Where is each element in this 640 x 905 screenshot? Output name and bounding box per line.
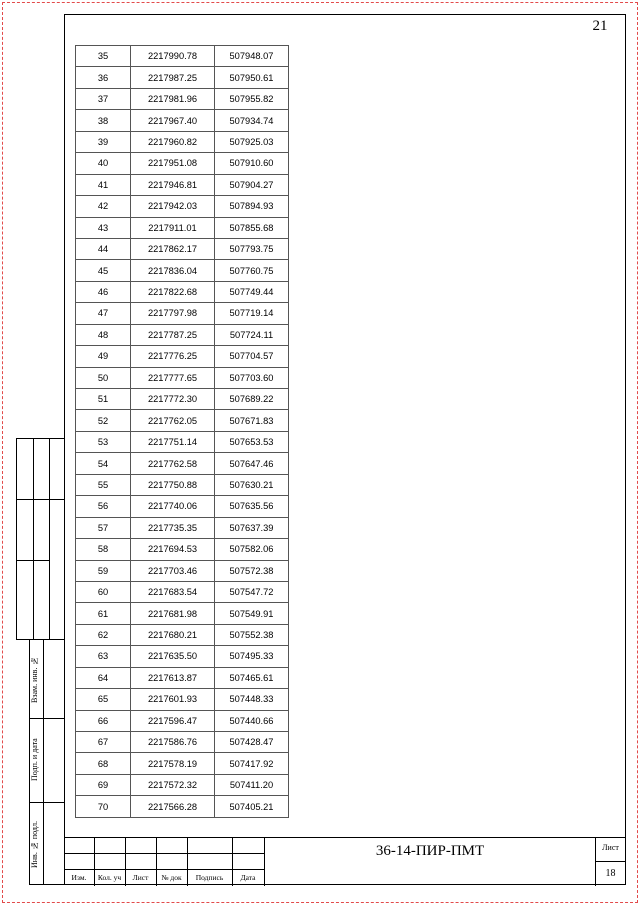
point-number: 46 — [76, 281, 131, 302]
table-row — [76, 196, 289, 217]
point-number: 56 — [76, 496, 131, 517]
point-number: 45 — [76, 260, 131, 281]
point-number: 49 — [76, 346, 131, 367]
coord-x: 2217762.58 — [131, 453, 215, 474]
table-row — [76, 539, 289, 560]
coord-y: 507647.46 — [215, 453, 289, 474]
table-row — [76, 667, 289, 688]
coord-y: 507405.21 — [215, 796, 289, 817]
point-number: 48 — [76, 324, 131, 345]
coord-x: 2217740.06 — [131, 496, 215, 517]
table-row — [76, 67, 289, 88]
point-number: 39 — [76, 131, 131, 152]
table-row — [76, 753, 289, 774]
coord-y: 507955.82 — [215, 88, 289, 109]
point-number: 69 — [76, 774, 131, 795]
point-number: 65 — [76, 689, 131, 710]
coord-y: 507635.56 — [215, 496, 289, 517]
table-row — [76, 646, 289, 667]
coord-x: 2217586.76 — [131, 732, 215, 753]
coord-x: 2217601.93 — [131, 689, 215, 710]
point-number: 53 — [76, 431, 131, 452]
point-number: 59 — [76, 560, 131, 581]
sheet-number: 18 — [605, 868, 616, 879]
coord-y: 507904.27 — [215, 174, 289, 195]
coord-y: 507495.33 — [215, 646, 289, 667]
coord-x: 2217566.28 — [131, 796, 215, 817]
coord-x: 2217572.32 — [131, 774, 215, 795]
coord-x: 2217951.08 — [131, 153, 215, 174]
point-number: 47 — [76, 303, 131, 324]
coord-x: 2217680.21 — [131, 624, 215, 645]
coord-x: 2217762.05 — [131, 410, 215, 431]
table-row — [76, 410, 289, 431]
coord-x: 2217862.17 — [131, 238, 215, 259]
col-list: Лист — [132, 873, 149, 882]
coord-x: 2217735.35 — [131, 517, 215, 538]
table-row — [76, 517, 289, 538]
table-row — [76, 624, 289, 645]
coord-x: 2217787.25 — [131, 324, 215, 345]
coord-x: 2217960.82 — [131, 131, 215, 152]
coord-y: 507549.91 — [215, 603, 289, 624]
point-number: 50 — [76, 367, 131, 388]
point-number: 68 — [76, 753, 131, 774]
coord-y: 507582.06 — [215, 539, 289, 560]
table-row — [76, 131, 289, 152]
coord-y: 507440.66 — [215, 710, 289, 731]
table-row — [76, 774, 289, 795]
point-number: 35 — [76, 46, 131, 67]
coord-x: 2217578.19 — [131, 753, 215, 774]
coord-y: 507703.60 — [215, 367, 289, 388]
point-number: 60 — [76, 581, 131, 602]
coord-y: 507411.20 — [215, 774, 289, 795]
coord-x: 2217703.46 — [131, 560, 215, 581]
table-row — [76, 431, 289, 452]
coord-x: 2217946.81 — [131, 174, 215, 195]
page-number-top: 21 — [592, 18, 608, 34]
coord-y: 507719.14 — [215, 303, 289, 324]
point-number: 57 — [76, 517, 131, 538]
point-number: 38 — [76, 110, 131, 131]
table-row — [76, 732, 289, 753]
point-number: 70 — [76, 796, 131, 817]
coord-x: 2217776.25 — [131, 346, 215, 367]
table-row — [76, 174, 289, 195]
coord-y: 507448.33 — [215, 689, 289, 710]
point-number: 61 — [76, 603, 131, 624]
coord-y: 507465.61 — [215, 667, 289, 688]
label-vzam-inv: Взам. инв. № — [30, 656, 39, 704]
table-row — [76, 281, 289, 302]
coord-y: 507749.44 — [215, 281, 289, 302]
table-row — [76, 260, 289, 281]
point-number: 44 — [76, 238, 131, 259]
document-code: 36-14-ПИР-ПМТ — [375, 843, 485, 859]
coord-x: 2217990.78 — [131, 46, 215, 67]
coord-y: 507704.57 — [215, 346, 289, 367]
coord-x: 2217967.40 — [131, 110, 215, 131]
point-number: 51 — [76, 389, 131, 410]
table-row — [76, 88, 289, 109]
point-number: 55 — [76, 474, 131, 495]
coord-x: 2217797.98 — [131, 303, 215, 324]
table-row — [76, 303, 289, 324]
point-number: 64 — [76, 667, 131, 688]
table-row — [76, 324, 289, 345]
coord-y: 507417.92 — [215, 753, 289, 774]
point-number: 41 — [76, 174, 131, 195]
point-number: 63 — [76, 646, 131, 667]
table-row — [76, 603, 289, 624]
coord-y: 507910.60 — [215, 153, 289, 174]
coord-x: 2217822.68 — [131, 281, 215, 302]
coord-x: 2217942.03 — [131, 196, 215, 217]
point-number: 67 — [76, 732, 131, 753]
point-number: 36 — [76, 67, 131, 88]
label-inv-podl: Инв. № подл. — [30, 821, 39, 869]
coord-x: 2217777.65 — [131, 367, 215, 388]
coord-y: 507793.75 — [215, 238, 289, 259]
coord-y: 507653.53 — [215, 431, 289, 452]
coord-y: 507630.21 — [215, 474, 289, 495]
table-row — [76, 217, 289, 238]
coord-x: 2217681.98 — [131, 603, 215, 624]
table-row — [76, 496, 289, 517]
coord-x: 2217694.53 — [131, 539, 215, 560]
coord-y: 507572.38 — [215, 560, 289, 581]
coord-x: 2217751.14 — [131, 431, 215, 452]
point-number: 66 — [76, 710, 131, 731]
sheet-label: Лист — [602, 843, 619, 852]
table-row — [76, 796, 289, 817]
point-number: 43 — [76, 217, 131, 238]
table-row — [76, 453, 289, 474]
col-kol-uch: Кол. уч — [97, 873, 122, 882]
point-number: 54 — [76, 453, 131, 474]
coord-y: 507671.83 — [215, 410, 289, 431]
coord-x: 2217981.96 — [131, 88, 215, 109]
table-row — [76, 474, 289, 495]
coord-y: 507948.07 — [215, 46, 289, 67]
table-row — [76, 581, 289, 602]
table-row — [76, 710, 289, 731]
table-row — [76, 110, 289, 131]
table-row — [76, 560, 289, 581]
coord-y: 507894.93 — [215, 196, 289, 217]
coord-y: 507855.68 — [215, 217, 289, 238]
point-number: 58 — [76, 539, 131, 560]
coord-y: 507637.39 — [215, 517, 289, 538]
coord-y: 507950.61 — [215, 67, 289, 88]
point-number: 40 — [76, 153, 131, 174]
table-row — [76, 389, 289, 410]
coord-x: 2217836.04 — [131, 260, 215, 281]
coord-y: 507689.22 — [215, 389, 289, 410]
coord-y: 507925.03 — [215, 131, 289, 152]
col-izm: Изм. — [71, 873, 87, 882]
point-number: 62 — [76, 624, 131, 645]
coord-y: 507724.11 — [215, 324, 289, 345]
coord-x: 2217596.47 — [131, 710, 215, 731]
coord-y: 507552.38 — [215, 624, 289, 645]
coord-y: 507934.74 — [215, 110, 289, 131]
coord-y: 507547.72 — [215, 581, 289, 602]
coord-y: 507760.75 — [215, 260, 289, 281]
table-row — [76, 689, 289, 710]
coord-x: 2217987.25 — [131, 67, 215, 88]
point-number: 37 — [76, 88, 131, 109]
table-row — [76, 153, 289, 174]
coord-x: 2217772.30 — [131, 389, 215, 410]
coord-x: 2217613.87 — [131, 667, 215, 688]
col-data: Дата — [240, 873, 256, 882]
table-row — [76, 346, 289, 367]
col-n-dok: № док — [161, 873, 182, 882]
point-number: 42 — [76, 196, 131, 217]
coord-x: 2217911.01 — [131, 217, 215, 238]
coord-y: 507428.47 — [215, 732, 289, 753]
table-row — [76, 46, 289, 67]
label-podp-data: Подп. и дата — [30, 738, 39, 782]
coord-x: 2217683.54 — [131, 581, 215, 602]
col-podpis: Подпись — [195, 873, 224, 882]
table-row — [76, 367, 289, 388]
coord-x: 2217635.50 — [131, 646, 215, 667]
coord-x: 2217750.88 — [131, 474, 215, 495]
point-number: 52 — [76, 410, 131, 431]
coordinates-table — [75, 45, 289, 818]
table-row — [76, 238, 289, 259]
